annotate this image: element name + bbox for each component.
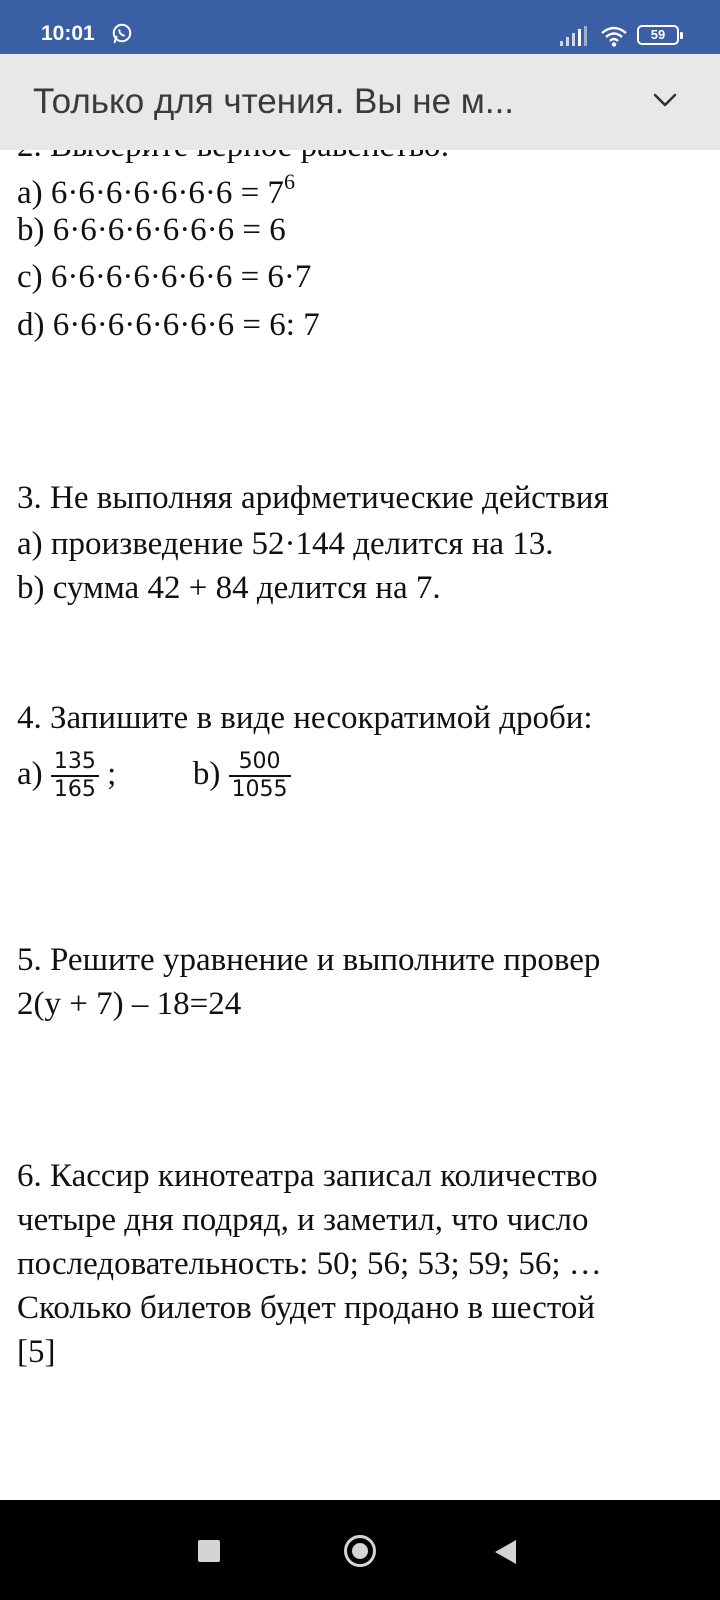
- fraction-a-denominator: 165: [53, 777, 96, 803]
- fraction-a-numerator: 135: [51, 749, 99, 777]
- status-time: 10:01: [41, 22, 95, 45]
- question-6-line-1: 6. Кассир кинотеатра записал количество: [17, 1158, 598, 1194]
- battery-level: 59: [650, 27, 666, 42]
- read-only-banner[interactable]: [0, 54, 720, 150]
- q2-option-d: d) 6·6·6·6·6·6·6 = 6: 7: [17, 307, 320, 343]
- question-4-title: 4. Запишите в виде несократимой дроби:: [17, 700, 593, 736]
- question-3-title: 3. Не выполняя арифметические действия: [17, 480, 609, 516]
- wifi-icon: [601, 25, 627, 47]
- chevron-down-icon[interactable]: [652, 92, 678, 108]
- q2-option-a: a) $6\cdot 6\cdot 6\cdot 6\cdot 6\cdot 6\cdot 6 = 7^6$: [17, 169, 295, 211]
- q4-fractions: [17, 734, 291, 814]
- q5-equation: 2(y + 7) – 18=24: [17, 986, 242, 1022]
- question-6-score: [5]: [17, 1334, 56, 1370]
- q3-item-a: a) произведение 52·144 делится на 13.: [17, 526, 554, 562]
- navigation-bar: [0, 1500, 720, 1600]
- fraction-b-denominator: 1055: [231, 777, 288, 803]
- fraction-b-numerator: 500: [229, 749, 291, 777]
- question-6-line-4: Сколько билетов будет продано в шестой: [17, 1290, 596, 1326]
- q2-option-b: b) 6·6·6·6·6·6·6 = 6: [17, 212, 286, 248]
- banner-title: Только для чтения. Вы не м...: [33, 82, 515, 121]
- battery-icon: [637, 25, 679, 45]
- question-5-title: 5. Решите уравнение и выполните провер: [17, 942, 601, 978]
- back-icon[interactable]: [492, 1538, 518, 1566]
- q4-b-label: b): [192, 756, 221, 792]
- whatsapp-icon: [111, 22, 133, 44]
- q3-item-b: b) сумма 42 + 84 делится на 7.: [17, 570, 441, 606]
- q4-separator: ;: [107, 756, 117, 792]
- signal-icon: [560, 26, 588, 46]
- fraction-b: [229, 749, 291, 803]
- document-page[interactable]: [0, 150, 720, 1500]
- status-bar: [0, 0, 720, 54]
- home-icon[interactable]: [344, 1535, 376, 1567]
- q4-a-label: a): [17, 756, 43, 792]
- question-6-line-3: последовательность: 50; 56; 53; 59; 56; …: [17, 1246, 602, 1282]
- fraction-a: [51, 749, 99, 803]
- q2-option-c: c) 6·6·6·6·6·6·6 = 6·7: [17, 259, 312, 295]
- question-6-line-2: четыре дня подряд, и заметил, что число: [17, 1202, 589, 1238]
- recents-icon[interactable]: [198, 1540, 220, 1562]
